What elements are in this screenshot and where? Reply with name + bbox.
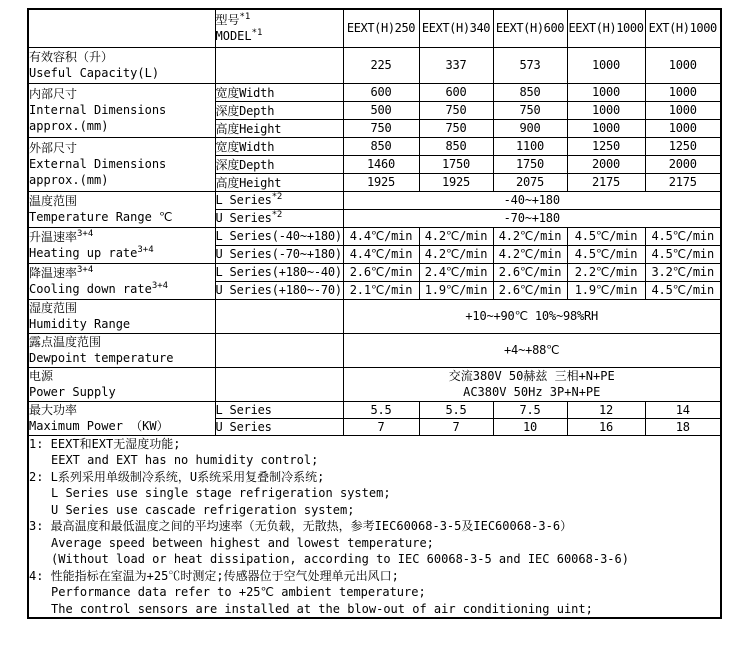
spec-value: 600 [419, 83, 493, 101]
note-line: Average speed between highest and lowest temperature; [51, 535, 434, 550]
spec-value: 1750 [419, 155, 493, 173]
model-column-header: EEXT(H)600 [493, 9, 567, 47]
spec-value: 1750 [493, 155, 567, 173]
empty-subcell [215, 299, 343, 333]
model-column-header: EEXT(H)1000 [567, 9, 645, 47]
cooling-rate-label: 降温速率$^{3+4}$ Cooling down rate$^{3+4}$ [28, 263, 215, 299]
spec-value: 1000 [645, 119, 721, 137]
table-row [28, 83, 721, 101]
empty-subcell [215, 47, 343, 83]
dimension-sublabel: 宽度Width [215, 83, 343, 101]
spec-value: 1000 [567, 47, 645, 83]
spec-value: 14 [645, 401, 721, 418]
spec-value: 1250 [645, 137, 721, 155]
spec-value: 600 [343, 83, 419, 101]
internal-dimensions-label: 内部尺寸 Internal Dimensions approx.(mm) [28, 83, 215, 137]
model-label-zh: 型号$^{*1}$ [215, 12, 251, 28]
note-line: 4: 性能指标在室温为+25℃时测定;传感器位于空气处理单元出风口; [29, 568, 399, 583]
model-column-header: EEXT(H)340 [419, 9, 493, 47]
notes-section [28, 435, 721, 618]
spec-value: 1000 [645, 83, 721, 101]
spec-value: 16 [567, 418, 645, 435]
spec-value: 2075 [493, 173, 567, 191]
spec-value: 5.5 [343, 401, 419, 418]
spec-value: 2175 [567, 173, 645, 191]
spec-value-span: -70~+180 [343, 209, 721, 227]
dewpoint-label: 露点温度范围 Dewpoint temperature [28, 333, 215, 367]
footnote-ref: 3+4 [137, 245, 154, 255]
humidity-range-label: 湿度范围 Humidity Range [28, 299, 215, 333]
footnote-ref: *1 [251, 28, 263, 39]
note-line: (Without load or heat dissipation, according to IEC 60068-3-5 and IEC 60068-3-6) [51, 552, 629, 566]
footnote-ref: 3+4 [77, 265, 94, 275]
spec-value: 1000 [567, 83, 645, 101]
spec-value: 5.5 [419, 401, 493, 418]
series-sublabel: L Series(-40~+180) [215, 229, 342, 243]
table-row [28, 299, 721, 333]
note-line: 3: 最高温度和最低温度之间的平均速率（无负载，无散热，参考IEC60068-3-5及IEC60068-3-6） [29, 519, 573, 533]
spec-value: 750 [493, 101, 567, 119]
series-sublabel: U Series$^{*2}$ [215, 209, 343, 227]
series-sublabel: L Series [215, 401, 343, 418]
table-row [28, 9, 721, 47]
temperature-range-label: 温度范围 Temperature Range ℃ [28, 191, 215, 227]
spec-value-span: -40~+180 [343, 191, 721, 209]
note-line: U Series use cascade refrigeration system; [51, 502, 355, 517]
spec-value: 2000 [567, 155, 645, 173]
power-supply-value: 交流380V 50赫兹 三相+N+PE AC380V 50Hz 3P+N+PE [343, 367, 721, 401]
spec-value: 1000 [567, 101, 645, 119]
dimension-sublabel: 深度Depth [215, 101, 343, 119]
spec-value: 2.2℃/min [567, 263, 645, 281]
spec-value: 2.4℃/min [419, 263, 493, 281]
note-line: 2: L系列采用单级制冷系统，U系统采用复叠制冷系统; [29, 469, 325, 484]
dimension-sublabel: 深度Depth [215, 155, 343, 173]
spec-value: 225 [343, 47, 419, 83]
spec-value: 1250 [567, 137, 645, 155]
spec-value: 4.4℃/min [343, 227, 419, 245]
table-row [28, 435, 721, 618]
empty-subcell [215, 333, 343, 367]
spec-value: 2.6℃/min [343, 263, 419, 281]
spec-value: 500 [343, 101, 419, 119]
spec-value: 4.2℃/min [493, 245, 567, 263]
spec-value: 1100 [493, 137, 567, 155]
spec-value: 4.5℃/min [567, 227, 645, 245]
dimension-sublabel: 宽度Width [215, 137, 343, 155]
spec-value: 4.4℃/min [343, 245, 419, 263]
spec-value: 4.5℃/min [645, 245, 721, 263]
table-row [28, 401, 721, 418]
spec-value: 10 [493, 418, 567, 435]
spec-value: 1000 [567, 119, 645, 137]
model-column-header: EXT(H)1000 [645, 9, 721, 47]
table-row [28, 137, 721, 155]
spec-value: 1460 [343, 155, 419, 173]
spec-value: 4.2℃/min [419, 245, 493, 263]
note-line: 1: EEXT和EXT无湿度功能; [29, 436, 181, 451]
footnote-ref: *2 [271, 192, 283, 202]
series-sublabel: U Series [215, 418, 343, 435]
spec-value: 4.5℃/min [645, 281, 721, 299]
power-supply-label: 电源 Power Supply [28, 367, 215, 401]
table-row [28, 367, 721, 401]
spec-value: 573 [493, 47, 567, 83]
dimension-sublabel: 高度Height [215, 119, 343, 137]
model-label-en: MODEL$^{*1}$ [215, 28, 263, 44]
series-sublabel: U Series(-70~+180) [215, 247, 342, 261]
series-sublabel: L Series$^{*2}$ [215, 191, 343, 209]
empty-subcell [215, 367, 343, 401]
spec-value: 2.6℃/min [493, 263, 567, 281]
spec-value: 2175 [645, 173, 721, 191]
model-header-cell [215, 9, 343, 47]
spec-value: 1.9℃/min [567, 281, 645, 299]
spec-value: 3.2℃/min [645, 263, 721, 281]
note-line: Performance data refer to +25℃ ambient temperature; [51, 585, 426, 599]
spec-value: 1000 [645, 101, 721, 119]
spec-value: 850 [419, 137, 493, 155]
spec-value: 1.9℃/min [419, 281, 493, 299]
spec-value: 750 [419, 101, 493, 119]
table-row [28, 47, 721, 83]
spec-value-span: +10~+90℃ 10%~98%RH [343, 299, 721, 333]
spec-value: 7 [419, 418, 493, 435]
heating-rate-label: 升温速率$^{3+4}$ Heating up rate$^{3+4}$ [28, 227, 215, 263]
spec-value: 12 [567, 401, 645, 418]
spec-value: 2000 [645, 155, 721, 173]
spec-value: 337 [419, 47, 493, 83]
spec-value: 1925 [343, 173, 419, 191]
spec-value: 850 [343, 137, 419, 155]
external-dimensions-label: 外部尺寸 External Dimensions approx.(mm) [28, 137, 215, 191]
note-line: L Series use single stage refrigeration system; [51, 486, 391, 500]
capacity-label: 有效容积（升） Useful Capacity(L) [28, 47, 215, 83]
footnote-ref: 3+4 [151, 281, 169, 291]
spec-value: 1000 [645, 47, 721, 83]
spec-value: 4.2℃/min [493, 227, 567, 245]
spec-value: 18 [645, 418, 721, 435]
footnote-ref: *2 [271, 210, 283, 220]
note-line: EEXT and EXT has no humidity control; [51, 453, 319, 467]
note-line: The control sensors are installed at the blow-out of air conditioning uint; [51, 601, 593, 616]
model-column-header: EEXT(H)250 [343, 9, 419, 47]
spec-value: 4.5℃/min [567, 245, 645, 263]
spec-table [27, 8, 722, 619]
table-row [28, 333, 721, 367]
spec-value: 2.6℃/min [493, 281, 567, 299]
table-row [28, 191, 721, 209]
footnote-ref: *1 [239, 12, 251, 23]
table-row [28, 263, 721, 281]
spec-value: 2.1℃/min [343, 281, 419, 299]
footnote-ref: 3+4 [77, 229, 94, 239]
spec-value-span: +4~+88℃ [343, 333, 721, 367]
corner-cell [28, 9, 215, 47]
spec-value: 750 [419, 119, 493, 137]
dimension-sublabel: 高度Height [215, 173, 343, 191]
spec-value: 7.5 [493, 401, 567, 418]
maximum-power-label: 最大功率 Maximum Power （KW） [28, 401, 215, 435]
spec-value: 4.5℃/min [645, 227, 721, 245]
spec-value: 750 [343, 119, 419, 137]
spec-value: 850 [493, 83, 567, 101]
spec-value: 4.2℃/min [419, 227, 493, 245]
table-row [28, 227, 721, 245]
spec-value: 7 [343, 418, 419, 435]
spec-value: 1925 [419, 173, 493, 191]
spec-value: 900 [493, 119, 567, 137]
series-sublabel: U Series(+180~-70) [215, 283, 342, 297]
series-sublabel: L Series(+180~-40) [215, 265, 342, 279]
